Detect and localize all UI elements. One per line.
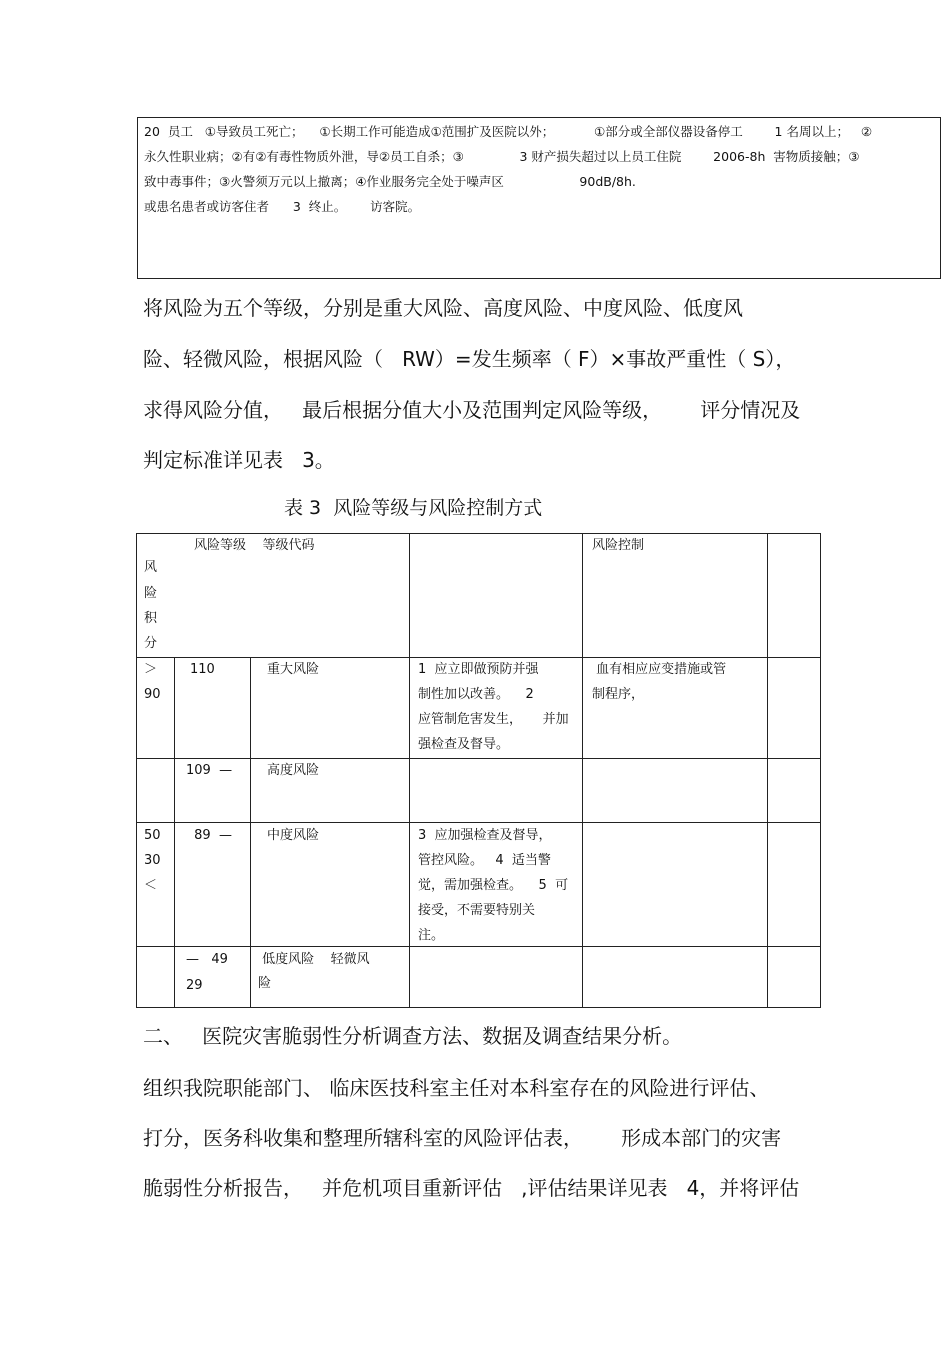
- row4-level-2: 险: [258, 976, 272, 991]
- row3-measure-5: 注。: [418, 928, 445, 943]
- table-rule: [582, 533, 583, 1008]
- paragraph-2-line-1: 组织我院职能部门、 临床医技科室主任对本科室存在的风险进行评估、: [143, 1076, 770, 1100]
- row1-measure-4: 强检查及督导。: [418, 737, 510, 752]
- fragment-line-3: 致中毒事件；③火警须万元以上撤离；④作业服务完全处于噪声区 90dB/8h.: [144, 174, 636, 189]
- header-risk-score-2: 险: [144, 586, 158, 601]
- paragraph-1-line-1: 将风险为五个等级，分别是重大风险、高度风险、中度风险、低度风: [143, 296, 743, 320]
- paragraph-1-line-4: 判定标准详见表 3。: [143, 448, 335, 472]
- table-rule: [409, 533, 410, 1008]
- table-rule: [136, 946, 821, 947]
- table-rule: [136, 1007, 821, 1008]
- paragraph-2-line-3: 脆弱性分析报告， 并危机项目重新评估 ,评估结果详见表 4，并将评估: [143, 1176, 800, 1200]
- table-rule: [250, 657, 251, 1008]
- table-rule: [136, 533, 137, 1008]
- row3-measure-2: 管控风险。 4 适当警: [418, 853, 551, 868]
- row3-measure-1: 3 应加强检查及督导，: [418, 828, 552, 843]
- row3-measure-4: 接受，不需要特别关: [418, 903, 536, 918]
- header-risk-score-1: 风: [144, 560, 158, 575]
- section-heading: 二、 医院灾害脆弱性分析调查方法、数据及调查结果分析。: [143, 1024, 683, 1048]
- table-rule: [136, 758, 821, 759]
- severity-table-fragment: [137, 117, 941, 279]
- fragment-line-2: 永久性职业病；②有②有毒性物质外泄，导②员工自杀；③ 3 财产损失超过以上员工住院 2006-8h 害物质接触；③: [144, 149, 860, 164]
- paragraph-1-line-3: 求得风险分值， 最后根据分值大小及范围判定风险等级， 评分情况及: [143, 398, 801, 422]
- risk-level-table: [136, 533, 821, 1008]
- table-rule: [820, 533, 821, 1008]
- row1-control-1: 血有相应应变措施或管: [592, 662, 727, 677]
- row2-level: 高度风险: [267, 763, 320, 778]
- fragment-line-1: 20 员工 ①导致员工死亡； ①长期工作可能造成①范围扩及医院以外； ①部分或全部仪器设备停工 1 名周以上； ②: [144, 124, 873, 139]
- row1-measure-1: 1 应立即做预防并强: [418, 662, 539, 677]
- paragraph-1-line-2: 险、轻微风险，根据风险（ RW）=发生频率（ F）×事故严重性（ S），: [143, 347, 796, 371]
- row3-score-1: 50: [144, 828, 161, 843]
- row2-code: 109 —: [186, 763, 233, 778]
- row1-code: 110: [190, 662, 215, 677]
- row1-control-2: 制程序，: [592, 687, 645, 702]
- table-rule: [174, 657, 175, 1008]
- row4-level-1: 低度风险 轻微风: [258, 952, 370, 967]
- row4-code-2: 29: [186, 978, 203, 993]
- row3-score-3: ＜: [144, 878, 158, 893]
- row3-measure-3: 觉，需加强检查。 5 可: [418, 878, 569, 893]
- row1-score-1: ＞: [144, 662, 158, 677]
- row1-level: 重大风险: [267, 662, 320, 677]
- row1-measure-2: 制性加以改善。 2: [418, 687, 534, 702]
- row4-code-1: — 49: [186, 952, 228, 967]
- header-risk-control: 风险控制: [592, 538, 645, 553]
- table-rule: [767, 533, 768, 1008]
- row1-score-2: 90: [144, 687, 161, 702]
- table-caption: 表 3 风险等级与风险控制方式: [284, 497, 543, 519]
- row3-code: 89 —: [190, 828, 232, 843]
- header-risk-score-3: 积: [144, 611, 158, 626]
- row3-level: 中度风险: [267, 828, 320, 843]
- header-level-and-code: 风险等级 等级代码: [194, 538, 315, 553]
- row3-score-2: 30: [144, 853, 161, 868]
- paragraph-2-line-2: 打分，医务科收集和整理所辖科室的风险评估表， 形成本部门的灾害: [143, 1126, 782, 1150]
- header-risk-score-4: 分: [144, 636, 158, 651]
- fragment-line-4: 或患名患者或访客住者 3 终止。 访客院。: [144, 199, 421, 214]
- row1-measure-3: 应管制危害发生， 并加: [418, 712, 569, 727]
